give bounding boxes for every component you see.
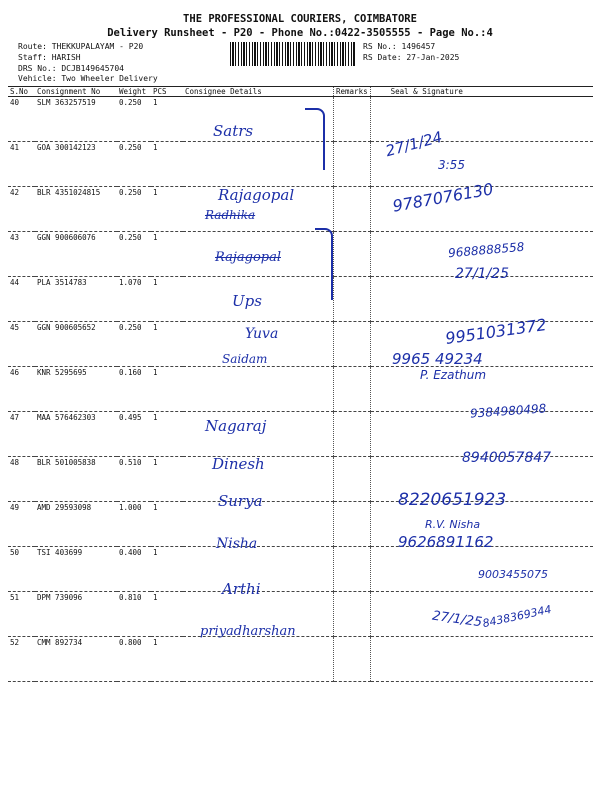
row-weight: 0.400 [117, 547, 151, 592]
runsheet-subtitle: Delivery Runsheet - P20 - Phone No.:0422-3505555 - Page No.:4 [107, 27, 493, 39]
row-pcs: 1 [151, 502, 183, 547]
row-pcs: 1 [151, 412, 183, 457]
row-pcs: 1 [151, 97, 183, 142]
row-sno: 52 [8, 637, 35, 682]
table-row [8, 97, 593, 142]
row-pcs: 1 [151, 547, 183, 592]
row-signature [370, 277, 593, 322]
row-remarks [334, 187, 371, 232]
row-consignment: TSI 403699 [35, 547, 117, 592]
hw-consignee-40: Satrs [213, 122, 254, 140]
row-consignment: BLR 501005838 [35, 457, 117, 502]
row-pcs: 1 [151, 322, 183, 367]
row-weight: 0.250 [117, 142, 151, 187]
hw-consignee-47: Nagaraj [205, 417, 267, 435]
row-pcs: 1 [151, 187, 183, 232]
staff-label: Staff: HARISH [18, 53, 81, 62]
hw-consignee-48: Dinesh [212, 455, 265, 473]
table-row [8, 142, 593, 187]
col-sno: S.No [8, 87, 35, 97]
hw-consignee-46: Saidam [222, 352, 268, 366]
row-pcs: 1 [151, 592, 183, 637]
row-consignee [183, 637, 334, 682]
row-consignment: KNR 5295695 [35, 367, 117, 412]
sig-46-phone: 9965 49234 [392, 350, 483, 368]
row-sno: 44 [8, 277, 35, 322]
row-pcs: 1 [151, 457, 183, 502]
sig-50-name: R.V. Nisha [425, 518, 481, 531]
row-weight: 0.810 [117, 592, 151, 637]
company-title: THE PROFESSIONAL COURIERS, COIMBATORE [183, 13, 417, 25]
drs-number: DRS No.: DCJB149645704 [18, 64, 124, 73]
hw-consignee-51: Arthi [222, 580, 261, 598]
sig-52-date: 27/1/25 [431, 608, 483, 631]
route-label: Route: THEKKUPALAYAM - P20 [18, 42, 144, 51]
sig-41-date: 27/1/24 [383, 127, 445, 161]
scribble-mark [305, 108, 325, 170]
scribble-mark [315, 228, 333, 300]
table-row [8, 187, 593, 232]
row-consignee [183, 367, 334, 412]
row-remarks [334, 592, 371, 637]
row-remarks [334, 412, 371, 457]
row-sno: 43 [8, 232, 35, 277]
col-consignment: Consignment No [35, 87, 117, 97]
row-consignment: DPM 739096 [35, 592, 117, 637]
sig-47: 9384980498 [469, 401, 547, 421]
sig-45: 9951031372 [444, 315, 548, 348]
rs-date: RS Date: 27-Jan-2025 [363, 53, 460, 62]
row-sno: 42 [8, 187, 35, 232]
row-consignment: GGN 900605652 [35, 322, 117, 367]
sig-49: 8220651923 [398, 490, 507, 510]
row-consignment: MAA 576462303 [35, 412, 117, 457]
row-weight: 0.250 [117, 232, 151, 277]
row-remarks [334, 322, 371, 367]
hw-consignee-42b: Radhika [205, 208, 256, 222]
hw-consignee-52: priyadharshan [200, 624, 296, 639]
row-weight: 0.800 [117, 637, 151, 682]
hw-consignee-50: Nisha [216, 536, 258, 552]
row-signature [370, 97, 593, 142]
hw-consignee-49: Surya [218, 492, 263, 510]
row-pcs: 1 [151, 367, 183, 412]
row-weight: 0.160 [117, 367, 151, 412]
row-sno: 49 [8, 502, 35, 547]
sig-48: 8940057847 [462, 450, 552, 466]
col-consignee: Consignee Details [183, 87, 334, 97]
row-remarks [334, 232, 371, 277]
row-remarks [334, 502, 371, 547]
sig-46-name: P. Ezathum [420, 368, 487, 382]
row-pcs: 1 [151, 142, 183, 187]
row-remarks [334, 457, 371, 502]
row-sno: 46 [8, 367, 35, 412]
col-weight: Weight [117, 87, 151, 97]
sig-43-date: 27/1/25 [455, 266, 509, 282]
row-consignment: CMM 892734 [35, 637, 117, 682]
row-sno: 40 [8, 97, 35, 142]
row-consignment: GOA 300142123 [35, 142, 117, 187]
row-remarks [334, 367, 371, 412]
row-remarks [334, 547, 371, 592]
row-sno: 41 [8, 142, 35, 187]
hw-consignee-44: Ups [232, 292, 262, 310]
row-weight: 0.510 [117, 457, 151, 502]
row-sno: 51 [8, 592, 35, 637]
sig-43: 9688888558 [447, 239, 525, 261]
row-sno: 45 [8, 322, 35, 367]
runsheet-table [8, 86, 593, 682]
row-sno: 47 [8, 412, 35, 457]
row-sno: 48 [8, 457, 35, 502]
row-pcs: 1 [151, 277, 183, 322]
row-signature [370, 592, 593, 637]
table-header [8, 87, 593, 97]
hw-consignee-45: Yuva [245, 326, 279, 342]
row-remarks [334, 277, 371, 322]
table-row [8, 277, 593, 322]
sig-50-phone: 9626891162 [398, 533, 494, 551]
sig-51: 9003455075 [478, 568, 548, 581]
table-row [8, 637, 593, 682]
row-weight: 0.250 [117, 187, 151, 232]
row-consignment: GGN 900606076 [35, 232, 117, 277]
row-remarks [334, 97, 371, 142]
row-consignment: BLR 4351024815 [35, 187, 117, 232]
row-remarks [334, 142, 371, 187]
row-consignment: SLM 363257519 [35, 97, 117, 142]
rs-number: RS No.: 1496457 [363, 42, 436, 51]
row-pcs: 1 [151, 232, 183, 277]
hw-consignee-43: Rajagopal [215, 250, 281, 265]
sig-42: 9787076130 [391, 179, 495, 216]
col-remarks: Remarks [334, 87, 371, 97]
barcode [230, 42, 355, 66]
row-weight: 0.250 [117, 97, 151, 142]
sig-41-time: 3:55 [438, 158, 465, 172]
hw-consignee-42a: Rajagopal [218, 186, 295, 204]
row-consignment: PLA 3514783 [35, 277, 117, 322]
row-sno: 50 [8, 547, 35, 592]
row-weight: 0.495 [117, 412, 151, 457]
row-remarks [334, 637, 371, 682]
row-pcs: 1 [151, 637, 183, 682]
sig-52-phone: 8438369344 [481, 602, 553, 631]
row-weight: 1.000 [117, 502, 151, 547]
row-weight: 0.250 [117, 322, 151, 367]
row-consignment: AMD 29593098 [35, 502, 117, 547]
row-weight: 1.070 [117, 277, 151, 322]
vehicle-label: Vehicle: Two Wheeler Delivery [18, 74, 158, 83]
col-pcs: PCS [151, 87, 183, 97]
row-signature [370, 637, 593, 682]
col-signature: Seal & Signature [370, 87, 593, 97]
